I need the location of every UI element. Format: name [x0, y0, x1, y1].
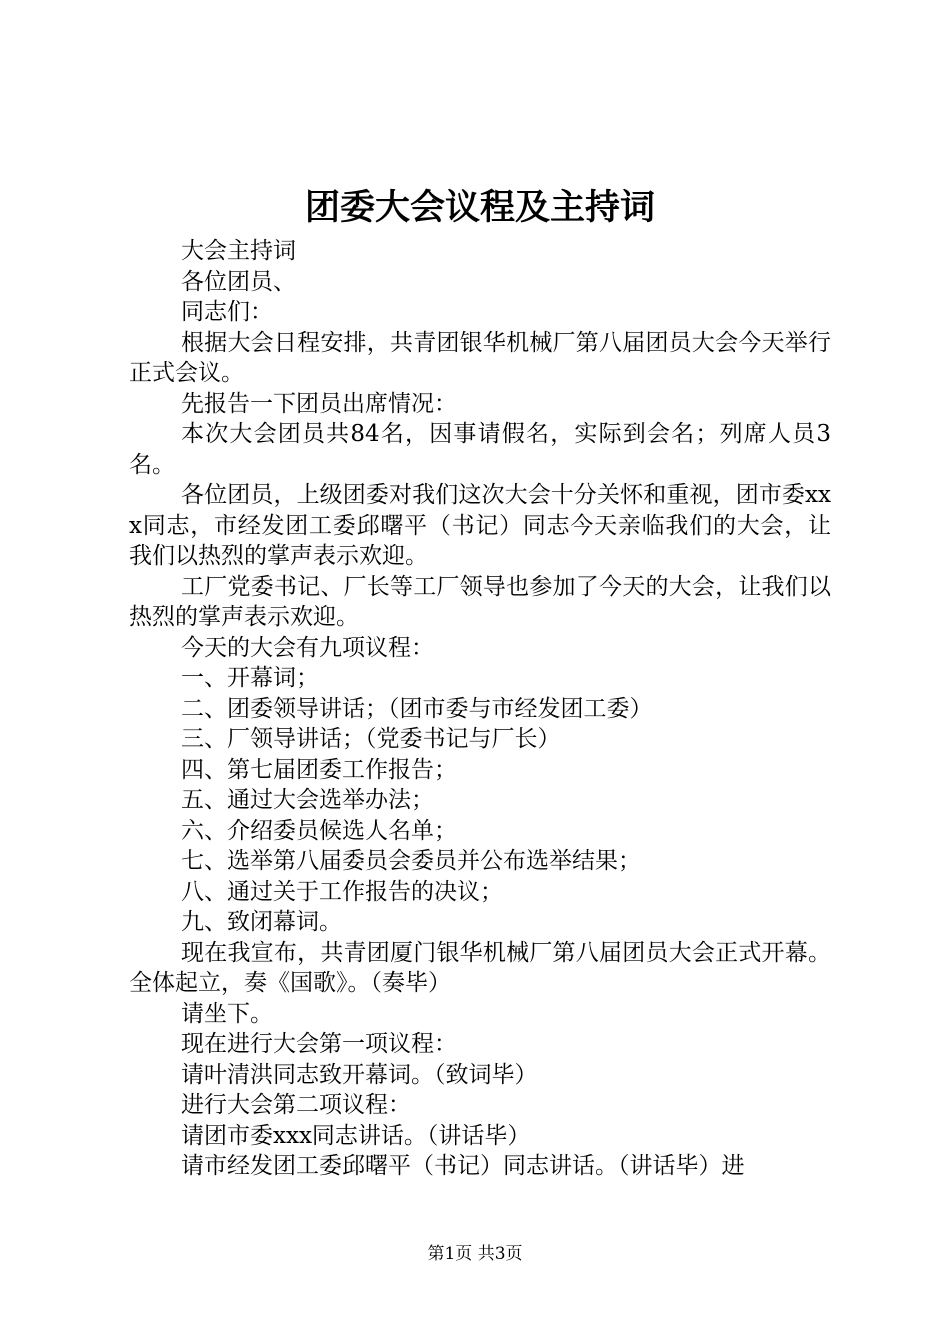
paragraph: 大会主持词 — [181, 238, 296, 264]
page-footer: 第1页 共3页 — [427, 1244, 523, 1264]
document-title: 团委大会议程及主持词 — [304, 188, 655, 228]
paragraph: 本次大会团员共84名，因事请假名，实际到会名；列席人员3名。 — [129, 421, 831, 478]
paragraph: 各位团员、 — [181, 268, 296, 295]
paragraph: 进行大会第二项议程： — [181, 1092, 411, 1118]
paragraph: 根据大会日程安排，共青团银华机械厂第八届团员大会今天举行正式会议。 — [129, 329, 831, 386]
agenda-item: 四、第七届团委工作报告； — [181, 756, 457, 783]
paragraph: 现在我宣布，共青团厦门银华机械厂第八届团员大会正式开幕。全体起立，奏《国歌》。（奏毕） — [129, 939, 831, 996]
paragraph: 请团市委xxx同志讲话。（讲话毕） — [181, 1122, 531, 1149]
agenda-intro: 今天的大会有九项议程： — [181, 634, 434, 661]
agenda-item: 二、团委领导讲话；（团市委与市经发团工委） — [181, 695, 653, 722]
agenda-item: 七、选举第八届委员会委员并公布选举结果； — [181, 848, 641, 874]
paragraph: 现在进行大会第一项议程： — [181, 1031, 457, 1057]
agenda-item: 九、致闭幕词。 — [181, 909, 342, 935]
agenda-item: 三、厂领导讲话；（党委书记与厂长） — [181, 726, 561, 752]
paragraph: 同志们： — [181, 299, 273, 325]
paragraph: 请坐下。 — [181, 1000, 273, 1027]
agenda-item: 一、开幕词； — [181, 665, 319, 691]
paragraph: 请市经发团工委邱曙平（书记）同志讲话。（讲话毕）进 — [181, 1153, 745, 1179]
agenda-item: 八、通过关于工作报告的决议； — [181, 878, 503, 905]
paragraph: 各位团员，上级团委对我们这次大会十分关怀和重视，团市委xxx同志，市经发团工委邱曙平（书记）同志今天亲临我们的大会，让我们以热烈的掌声表示欢迎。 — [129, 482, 831, 569]
paragraph: 工厂党委书记、厂长等工厂领导也参加了今天的大会，让我们以热烈的掌声表示欢迎。 — [129, 573, 831, 630]
agenda-item: 六、介绍委员候选人名单； — [181, 817, 457, 844]
paragraph: 请叶清洪同志致开幕词。（致词毕） — [181, 1061, 538, 1088]
paragraph: 先报告一下团员出席情况： — [181, 390, 457, 417]
agenda-item: 五、通过大会选举办法； — [181, 787, 434, 813]
document-body — [129, 236, 831, 1182]
